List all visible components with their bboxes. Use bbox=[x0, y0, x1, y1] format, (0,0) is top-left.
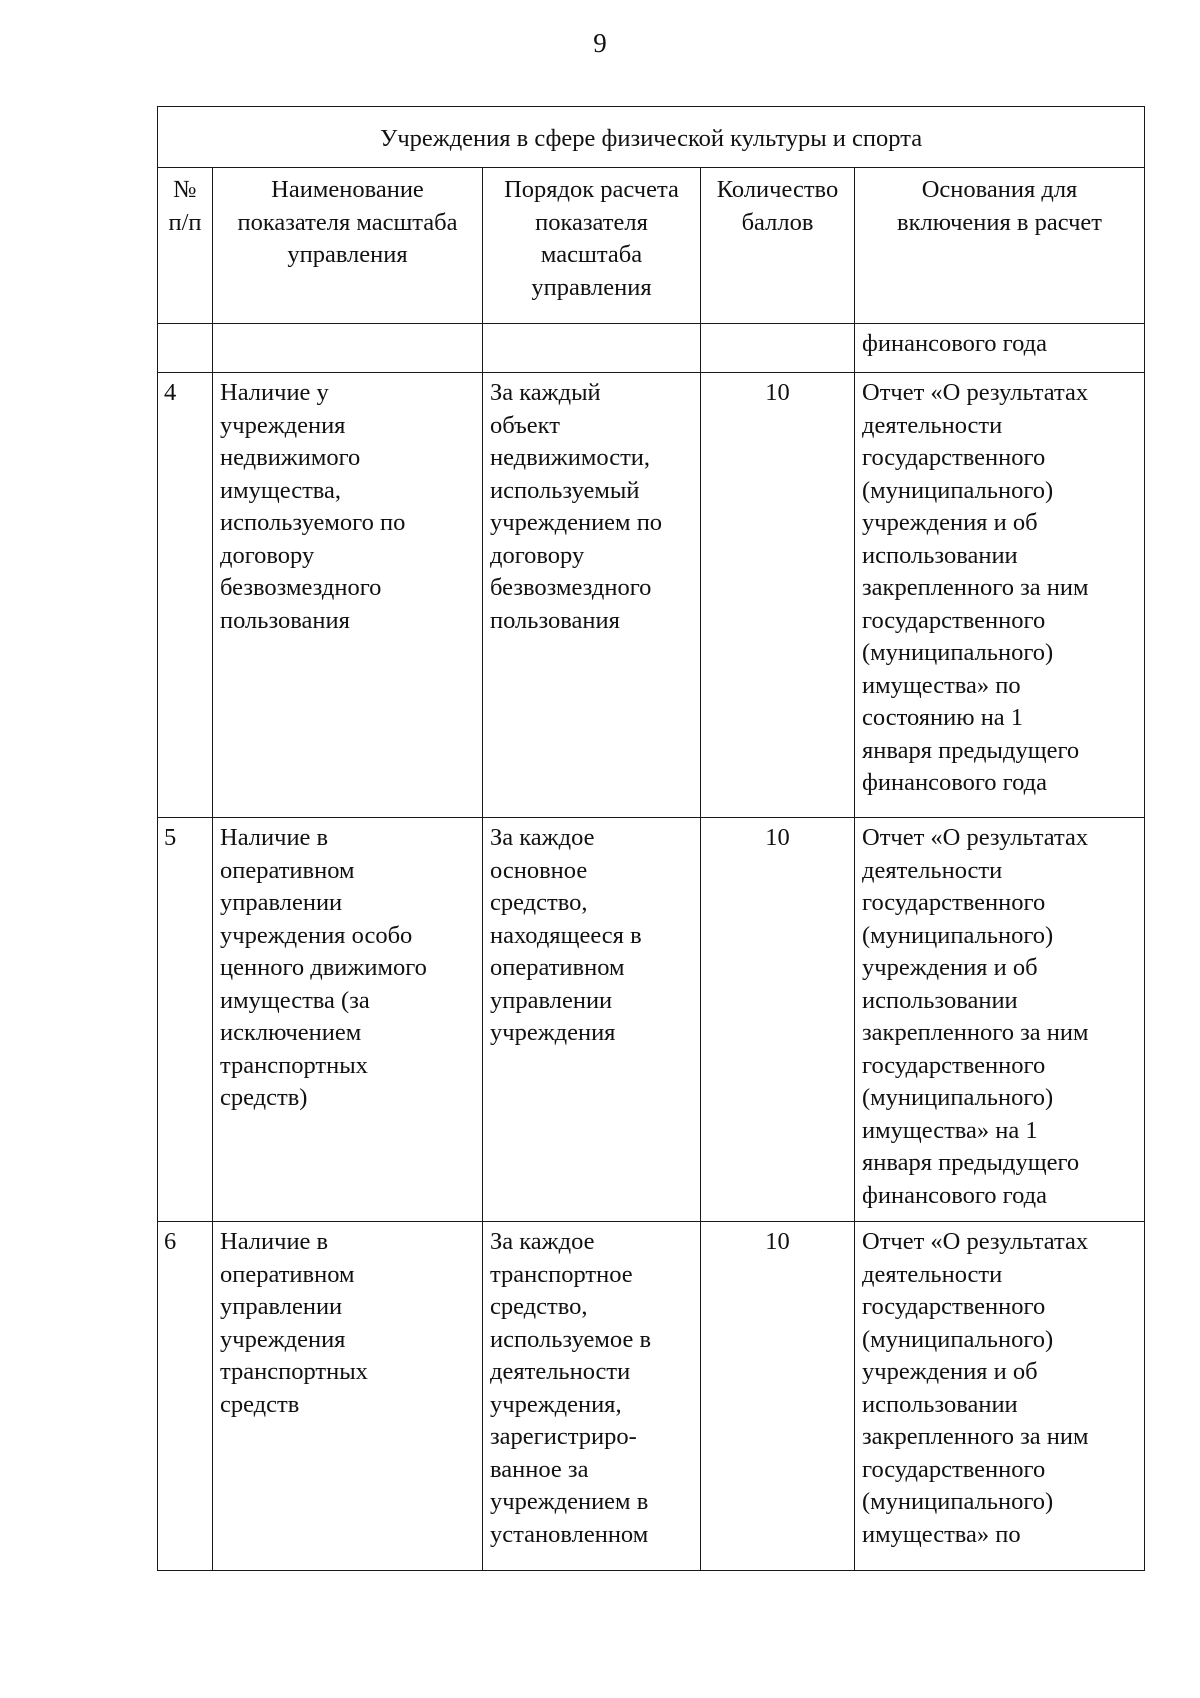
header-indicator-name: Наименование показателя масштаба управления bbox=[213, 168, 483, 324]
cell-indicator-name: Наличие у учреждения недвижимого имущества, используемого по договору безвозмездного пользования bbox=[213, 373, 483, 818]
cell-number: 4 bbox=[158, 373, 213, 818]
cell-basis: финансового года bbox=[855, 324, 1145, 373]
cell-points: 10 bbox=[701, 1222, 855, 1571]
header-number: № п/п bbox=[158, 168, 213, 324]
page-number: 9 bbox=[593, 28, 607, 58]
table-row bbox=[158, 818, 1145, 1222]
cell-number: 6 bbox=[158, 1222, 213, 1571]
table-row-continuation bbox=[158, 324, 1145, 373]
table-title-row bbox=[158, 107, 1145, 168]
cell-calculation-method: За каждое основное средство, находящееся в оперативном управлении учреждения bbox=[483, 818, 701, 1222]
cell-calculation-method: За каждое транспортное средство, используемое в деятельности учреждения, зарегистриро- ванное за учреждением в установленном bbox=[483, 1222, 701, 1571]
table-row bbox=[158, 1222, 1145, 1571]
cell-basis: Отчет «О результатах деятельности государственного (муниципального) учреждения и об использовании закрепленного за ним государственного (муниципального) имущества» по bbox=[855, 1222, 1145, 1571]
cell-number: 5 bbox=[158, 818, 213, 1222]
cell-points: 10 bbox=[701, 818, 855, 1222]
cell-calculation-method: За каждый объект недвижимости, используемый учреждением по договору безвозмездного пользования bbox=[483, 373, 701, 818]
indicator-table bbox=[157, 106, 1145, 1571]
cell-indicator-name bbox=[213, 324, 483, 373]
table-header-row bbox=[158, 168, 1145, 324]
cell-basis: Отчет «О результатах деятельности государственного (муниципального) учреждения и об использовании закрепленного за ним государственного (муниципального) имущества» по состоянию на 1 января предыдущего финансового года bbox=[855, 373, 1145, 818]
table-row bbox=[158, 373, 1145, 818]
cell-calculation-method bbox=[483, 324, 701, 373]
header-points: Количество баллов bbox=[701, 168, 855, 324]
cell-indicator-name: Наличие в оперативном управлении учреждения особо ценного движимого имущества (за исключением транспортных средств) bbox=[213, 818, 483, 1222]
cell-indicator-name: Наличие в оперативном управлении учреждения транспортных средств bbox=[213, 1222, 483, 1571]
cell-number bbox=[158, 324, 213, 373]
cell-basis: Отчет «О результатах деятельности государственного (муниципального) учреждения и об использовании закрепленного за ним государственного (муниципального) имущества» на 1 января предыдущего финансового года bbox=[855, 818, 1145, 1222]
cell-points bbox=[701, 324, 855, 373]
cell-points: 10 bbox=[701, 373, 855, 818]
header-basis: Основания для включения в расчет bbox=[855, 168, 1145, 324]
table-title: Учреждения в сфере физической культуры и спорта bbox=[158, 107, 1145, 168]
header-calculation-method: Порядок расчета показателя масштаба управления bbox=[483, 168, 701, 324]
